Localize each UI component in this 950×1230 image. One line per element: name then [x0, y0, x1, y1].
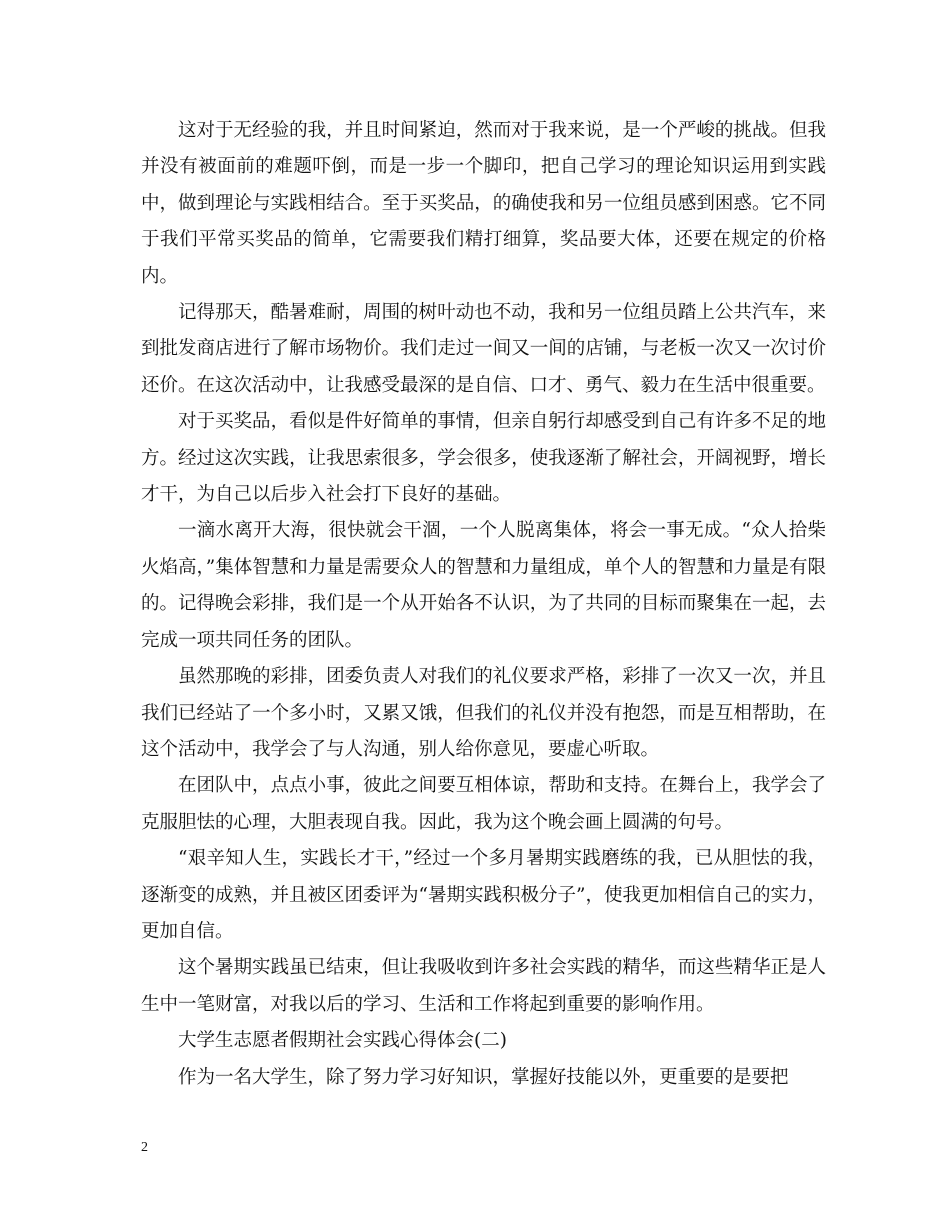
paragraph-1: 这对于无经验的我，并且时间紧迫，然而对于我来说，是一个严峻的挑战。但我并没有被面前的难题吓倒，而是一步一个脚印，把自己学习的理论知识运用到实践中，做到理论与实践相结合。至于买奖品，的确使我和另一位组员感到困惑。它不同于我们平常买奖品的简单，它需要我们精打细算，奖品要大体，还要在规定的价格内。 [141, 120, 826, 287]
paragraph-7: “艰辛知人生，实践长才干，”经过一个多月暑期实践磨练的我，已从胆怯的我，逐渐变的成熟，并且被区团委评为“暑期实践积极分子”，使我更加相信自己的实力，更加自信。 [141, 848, 826, 942]
paragraph-8: 这个暑期实践虽已结束，但让我吸收到许多社会实践的精华，而这些精华正是人生中一笔财富，对我以后的学习、生活和工作将起到重要的影响作用。 [141, 957, 826, 1015]
page-number: 2 [141, 1140, 148, 1155]
document-body [141, 113, 826, 1096]
paragraph-9: 作为一名大学生，除了努力学习好知识，掌握好技能以外，更重要的是要把 [178, 1066, 789, 1088]
section-heading: 大学生志愿者假期社会实践心得体会(二) [178, 1030, 507, 1052]
paragraph-4: 一滴水离开大海，很快就会干涸，一个人脱离集体，将会一事无成。“众人拾柴火焰高，”集体智慧和力量是需要众人的智慧和力量组成，单个人的智慧和力量是有限的。记得晚会彩排，我们是一个从开始各不认识，为了共同的目标而聚集在一起，去完成一项共同任务的团队。 [141, 520, 826, 651]
paragraph-2: 记得那天，酷暑难耐，周围的树叶动也不动，我和另一位组员踏上公共汽车，来到批发商店进行了解市场物价。我们走过一间又一间的店铺，与老板一次又一次讨价还价。在这次活动中，让我感受最深的是自信、口才、勇气、毅力在生活中很重要。 [141, 302, 826, 396]
paragraph-3: 对于买奖品，看似是件好简单的事情，但亲自躬行却感受到自己有许多不足的地方。经过这次实践，让我思索很多，学会很多，使我逐渐了解社会，开阔视野，增长才干，为自己以后步入社会打下良好的基础。 [141, 411, 826, 506]
paragraph-6: 在团队中，点点小事，彼此之间要互相体谅，帮助和支持。在舞台上，我学会了克服胆怯的心理，大胆表现自我。因此，我为这个晚会画上圆满的句号。 [141, 775, 826, 833]
paragraph-5: 虽然那晚的彩排，团委负责人对我们的礼仪要求严格，彩排了一次又一次，并且我们已经站了一个多小时，又累又饿，但我们的礼仪并没有抱怨，而是互相帮助，在这个活动中，我学会了与人沟通，别人给你意见，要虚心听取。 [141, 666, 826, 760]
